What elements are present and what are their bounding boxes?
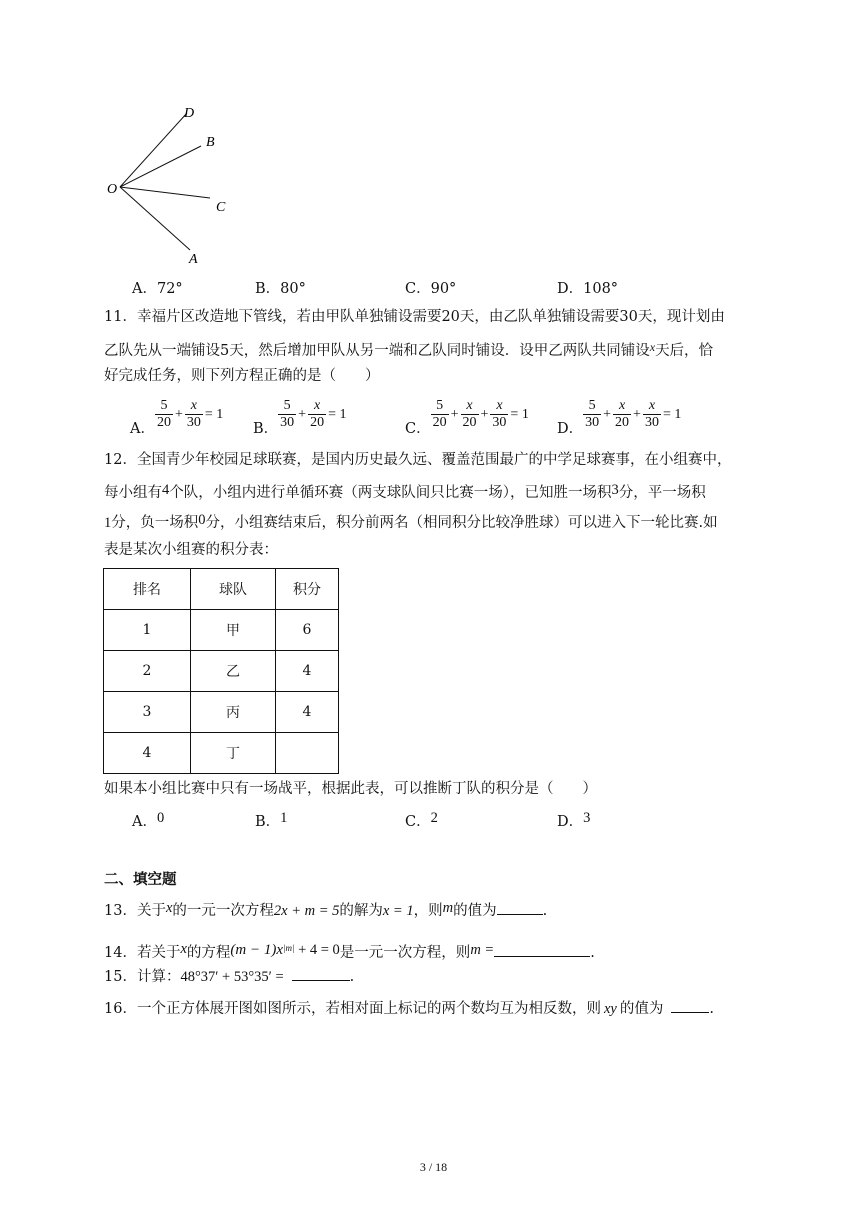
q10-option-d: D．108° <box>557 281 619 297</box>
q12-option-b: B．1 <box>255 810 288 830</box>
table-header: 排名 <box>104 569 191 610</box>
q11-line2b: 天后，恰 <box>655 343 714 359</box>
table-header-row <box>104 569 339 610</box>
q12-option-d: D．3 <box>557 810 591 830</box>
table-cell: 甲 <box>191 610 276 651</box>
table-cell: 6 <box>276 610 339 651</box>
q11-line1: 11．幸福片区改造地下管线，若由甲队单独铺设需要20天，由乙队单独铺设需要30天，现计划由 <box>104 309 725 325</box>
table-cell: 1 <box>104 610 191 651</box>
q11-var-x: x <box>649 340 656 354</box>
q11-option-a: A． $\frac{5}{20}$ + $\frac{x}{30}$ = 1 <box>130 398 224 437</box>
q15: 15．计算：48°37′ + 53°35′ = . <box>104 966 354 987</box>
q12-option-a: A．0 <box>132 810 165 830</box>
label-c: C <box>216 200 226 215</box>
q11-line2 <box>104 337 713 361</box>
q16-answer-blank[interactable] <box>671 998 709 1013</box>
q11-line2a: 乙队先从一端铺设5天，然后增加甲队从另一端和乙队同时铺设．设甲乙两队共同铺设 <box>104 343 650 359</box>
q11-letter-a: A． <box>130 421 155 437</box>
score-table <box>103 568 339 774</box>
q12-after: 如果本小组比赛中只有一场战平，根据此表，可以推断丁队的积分是（ ） <box>104 781 597 797</box>
q16: 16．一个正方体展开图如图所示，若相对面上标记的两个数均互为相反数，则 xy 的值为 . <box>104 998 714 1019</box>
table-header: 积分 <box>276 569 339 610</box>
table-cell: 4 <box>276 692 339 733</box>
label-d: D <box>184 106 195 121</box>
table-row <box>104 733 339 774</box>
table-row <box>104 610 339 651</box>
q11-letter-c: C． <box>405 421 431 437</box>
table-cell: 4 <box>104 733 191 774</box>
q11-letter-d: D． <box>557 421 584 437</box>
table-cell: 乙 <box>191 651 276 692</box>
table-cell: 2 <box>104 651 191 692</box>
q11-letter-b: B． <box>253 421 279 437</box>
q12-line1: 12．全国青少年校园足球联赛，是国内历史最久远、覆盖范围最广的中学足球赛事，在小组赛中， <box>104 452 732 468</box>
table-cell <box>276 733 339 774</box>
angle-figure <box>100 100 240 270</box>
label-o: O <box>107 182 118 197</box>
q11-line3: 好完成任务，则下列方程正确的是（ ） <box>104 368 380 384</box>
q12-line2: 每小组有4个队，小组内进行单循环赛（两支球队间只比赛一场），已知胜一场积3分，平一场积 <box>104 482 706 501</box>
label-a: A <box>189 252 198 267</box>
q12-line4: 表是某次小组赛的积分表： <box>104 542 278 558</box>
q11-option-b: B． $\frac{5}{30}$ + $\frac{x}{20}$ = 1 <box>253 398 347 437</box>
table-cell: 4 <box>276 651 339 692</box>
ray-oc <box>120 187 210 198</box>
q14: 14．若关于x的方程$(m - 1)x^{|m|} + 4 = 0$是一元一次方程，则m = . <box>104 940 595 961</box>
q10-option-b: B．80° <box>255 281 306 297</box>
table-cell: 丁 <box>191 733 276 774</box>
q12-line3: 1分，负一场积0分，小组赛结束后，积分前两名（相同积分比较净胜球）可以进入下一轮比赛.如 <box>104 512 718 531</box>
q13: 13．关于x的一元一次方程2x + m = 5的解为x = 1，则m的值为 . <box>104 900 548 919</box>
q15-answer-blank[interactable] <box>292 966 350 981</box>
section-title: 二、填空题 <box>104 871 177 888</box>
table-row <box>104 651 339 692</box>
table-cell: 3 <box>104 692 191 733</box>
table-row <box>104 692 339 733</box>
ray-oa <box>120 187 190 250</box>
table-header: 球队 <box>191 569 276 610</box>
table-cell: 丙 <box>191 692 276 733</box>
label-b: B <box>206 135 215 150</box>
q11-option-c: C． $\frac{5}{20}$ + $\frac{x}{20}$ + $\frac{x}{30}$ = 1 <box>405 398 529 437</box>
q10-option-a: A．72° <box>132 281 183 297</box>
ray-od <box>120 113 187 187</box>
q10-option-c: C．90° <box>405 281 457 297</box>
q14-answer-blank[interactable] <box>494 942 590 957</box>
page-number: 3 / 18 <box>419 1160 448 1174</box>
q12-option-c: C．2 <box>405 810 438 830</box>
q11-option-d: D． $\frac{5}{30}$ + $\frac{x}{20}$ + $\frac{x}{30}$ = 1 <box>557 398 682 437</box>
q13-answer-blank[interactable] <box>497 900 543 915</box>
ray-ob <box>120 146 201 187</box>
